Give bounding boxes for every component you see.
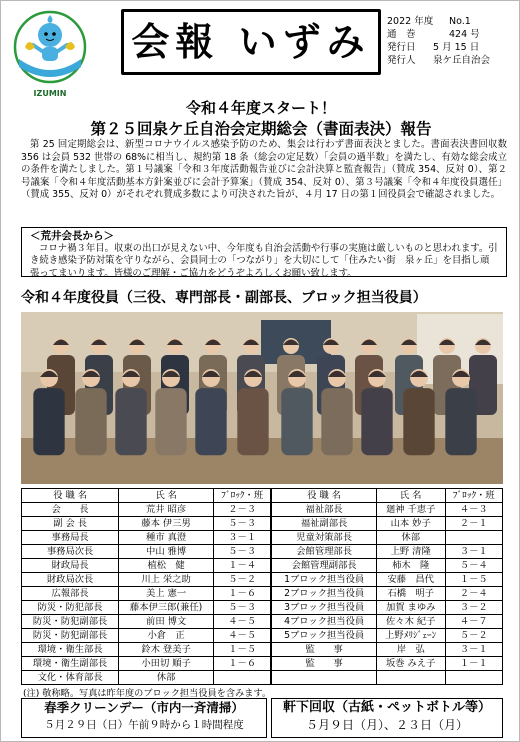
roster-row bbox=[22, 629, 503, 643]
general-meeting-report: 第 25 回定期総会は、新型コロナウイルス感染予防のため、集会は行わず書面表決とました。書面表決書回収数 356 は会員 532 世帯の 68%に相当し、規約第 18 条（総会の定足数）「会員の過半数」を満たし、有効な総会成立の条件を満たしました。第１号議案「令和３年度活動報告並びに会計決算と監査報告」（賛成 354、反対 0）、第２号議案「令和４年度活動基本方針案並びに会計予算案」（賛成 354、反対 0）、第３号議案「令和４年度役員選任」（賛成 355、反対 0）がそれぞれ賛成多数により可決された旨が、４月 17 日の第１回役員会で確認されました。 bbox=[21, 139, 507, 201]
roster-cell-role-right: 5ブロック担当役員 bbox=[271, 629, 376, 643]
roster-row bbox=[22, 615, 503, 629]
roster-body bbox=[22, 503, 503, 685]
meta-no: No.1 bbox=[449, 16, 471, 27]
roster-cell-block-left: １－６ bbox=[213, 657, 271, 671]
roster-cell-name-left: 藤本 伊三男 bbox=[119, 517, 214, 531]
roster-cell-name-left: 美上 憲一 bbox=[119, 587, 214, 601]
photo-person-body bbox=[155, 388, 186, 455]
logo-caption: IZUMIN bbox=[33, 89, 67, 98]
roster-cell-block-right bbox=[445, 671, 502, 685]
roster-cell-role-left: 事務局長 bbox=[22, 531, 119, 545]
roster-cell-block-right: ２－４ bbox=[445, 587, 502, 601]
roster-row bbox=[22, 517, 503, 531]
photo-person-body bbox=[361, 388, 392, 455]
roster-cell-name-left: 種市 真澄 bbox=[119, 531, 214, 545]
header-block-right: ﾌﾞﾛｯｸ・班 bbox=[445, 489, 502, 503]
roster-cell-role-left: 広報部長 bbox=[22, 587, 119, 601]
roster-cell-name-left: 小倉 正 bbox=[119, 629, 214, 643]
roster-cell-block-right: ４－７ bbox=[445, 615, 502, 629]
roster-row bbox=[22, 545, 503, 559]
photo-person-body bbox=[403, 388, 434, 455]
photo-person-body bbox=[445, 388, 476, 455]
photo-person-body bbox=[237, 388, 268, 455]
photo-person-body bbox=[115, 388, 146, 455]
roster-cell-role-left: 文化・体育部長 bbox=[22, 671, 119, 685]
roster-cell-role-right: 1ブロック担当役員 bbox=[271, 573, 376, 587]
roster-cell-name-left: 川上 栄之助 bbox=[119, 573, 214, 587]
roster-cell-name-left: 前田 博文 bbox=[119, 615, 214, 629]
photo-person-body bbox=[33, 388, 64, 455]
roster-cell-block-right: ４－３ bbox=[445, 503, 502, 517]
roster-cell-name-left: 植松 健 bbox=[119, 559, 214, 573]
roster-cell-name-left: 鈴木 登美子 bbox=[119, 643, 214, 657]
header-role-right: 役 職 名 bbox=[271, 489, 376, 503]
roster-cell-role-right: 監 事 bbox=[271, 643, 376, 657]
roster-cell-block-right: ２－１ bbox=[445, 517, 502, 531]
roster-cell-name-right: 上野 清隆 bbox=[376, 545, 445, 559]
chair-message-box bbox=[21, 227, 507, 277]
roster-row bbox=[22, 559, 503, 573]
roster-row bbox=[22, 657, 503, 671]
chair-message-text: コロナ禍３年目。収束の出口が見えない中、今年度も自治会活動や行事の実施は厳しいものと思われます。引き続き感染予防対策を守りながら、会員同士の「つながり」を大切にして「住みたい街 泉ヶ丘」を目指し頑張ってまいります。皆様のご理解・ご協力をどうぞよろしくお願い致します。 bbox=[30, 243, 498, 279]
roster-cell-block-left bbox=[213, 671, 271, 685]
header-name-right: 氏 名 bbox=[376, 489, 445, 503]
photo-person-body bbox=[75, 388, 106, 455]
photo-person-body bbox=[195, 388, 226, 455]
roster-cell-role-left: 防災・防犯部長 bbox=[22, 601, 119, 615]
roster-cell-role-right: 児童対策部長 bbox=[271, 531, 376, 545]
roster-cell-role-left: 財政局長 bbox=[22, 559, 119, 573]
roster-cell-block-left: ４－５ bbox=[213, 615, 271, 629]
roster-cell-name-right: 上野ﾒﾘｼﾞｪｰﾝ bbox=[376, 629, 445, 643]
roster-cell-name-right: 石橋 明子 bbox=[376, 587, 445, 601]
roster-cell-role-left: 副 会 長 bbox=[22, 517, 119, 531]
spring-cleanup-date: ５月２９日（日）午前９時から１時間程度 bbox=[44, 719, 244, 731]
roster-cell-name-right: 加賀 まゆみ bbox=[376, 601, 445, 615]
issue-meta bbox=[387, 15, 490, 67]
meta-date-label: 発行日 bbox=[387, 42, 416, 53]
roster-cell-block-right: ３－１ bbox=[445, 545, 502, 559]
roster-cell-name-right: 岸 弘 bbox=[376, 643, 445, 657]
roster-cell-block-right: ５－２ bbox=[445, 629, 502, 643]
roster-cell-role-left: 会 長 bbox=[22, 503, 119, 517]
roster-cell-block-right: ３－１ bbox=[445, 643, 502, 657]
roster-cell-name-right: 坂巻 みえ子 bbox=[376, 657, 445, 671]
roster-cell-name-right bbox=[376, 671, 445, 685]
roster-cell-block-left: ５－２ bbox=[213, 573, 271, 587]
header-block-left: ﾌﾞﾛｯｸ・班 bbox=[213, 489, 271, 503]
roster-cell-name-right: 柿木 隆 bbox=[376, 559, 445, 573]
roster-cell-role-left: 防災・防犯副部長 bbox=[22, 615, 119, 629]
roster-cell-role-right: 4ブロック担当役員 bbox=[271, 615, 376, 629]
headline-start: 令和４年度スタート！ bbox=[185, 99, 336, 117]
spring-cleanup-box bbox=[21, 698, 267, 738]
roster-row bbox=[22, 671, 503, 685]
roster-cell-role-right: 2ブロック担当役員 bbox=[271, 587, 376, 601]
roster-cell-name-right: 廻神 千恵子 bbox=[376, 503, 445, 517]
roster-cell-role-right bbox=[271, 671, 376, 685]
chair-message-title: ＜荒井会長から＞ bbox=[30, 230, 114, 242]
officers-section-title: 令和４年度役員（三役、専門部長・副部長、ブロック担当役員） bbox=[21, 290, 427, 306]
roster-cell-name-left: 藤本伊三郎(兼任) bbox=[119, 601, 214, 615]
roster-cell-block-left: １－５ bbox=[213, 643, 271, 657]
meta-vol: 424 号 bbox=[449, 29, 480, 40]
roster-cell-block-left: ５－３ bbox=[213, 601, 271, 615]
roster-cell-role-left: 防災・防犯副部長 bbox=[22, 629, 119, 643]
spring-cleanup-title: 春季クリーンデー（市内一斉清掃） bbox=[44, 700, 244, 715]
photo-person-body bbox=[281, 388, 312, 455]
roster-cell-role-right: 3ブロック担当役員 bbox=[271, 601, 376, 615]
roster-cell-block-left: ４－５ bbox=[213, 629, 271, 643]
officers-group-photo bbox=[21, 312, 503, 484]
roster-cell-name-left: 荒井 昭彦 bbox=[119, 503, 214, 517]
meta-vol-label: 通 巻 bbox=[387, 29, 416, 40]
roster-cell-name-right: 休部 bbox=[376, 531, 445, 545]
recycling-collection-title: 軒下回収（古紙・ペットボトル等） bbox=[282, 700, 491, 715]
roster-cell-name-right: 安藤 昌代 bbox=[376, 573, 445, 587]
meta-year: 2022 年度 bbox=[387, 16, 434, 27]
meta-publisher-label: 発行人 bbox=[387, 55, 416, 66]
roster-cell-name-left: 休部 bbox=[119, 671, 214, 685]
roster-header-row bbox=[22, 489, 503, 503]
roster-cell-role-right: 会館管理部長 bbox=[271, 545, 376, 559]
roster-cell-name-left: 中山 雅博 bbox=[119, 545, 214, 559]
roster-cell-name-right: 佐々木 紀子 bbox=[376, 615, 445, 629]
photo-person-body bbox=[321, 388, 352, 455]
roster-cell-block-right: １－５ bbox=[445, 573, 502, 587]
roster-row bbox=[22, 531, 503, 545]
roster-row bbox=[22, 601, 503, 615]
meta-publisher: 泉ケ丘自治会 bbox=[433, 55, 491, 66]
roster-cell-block-left: ３－１ bbox=[213, 531, 271, 545]
roster-cell-role-left: 環境・衛生部長 bbox=[22, 643, 119, 657]
roster-row bbox=[22, 643, 503, 657]
masthead-title: 会報 いずみ bbox=[131, 20, 371, 64]
roster-cell-block-left: １－４ bbox=[213, 559, 271, 573]
roster-cell-block-right: ５－４ bbox=[445, 559, 502, 573]
roster-cell-name-left: 小田切 順子 bbox=[119, 657, 214, 671]
header-role-left: 役 職 名 bbox=[22, 489, 119, 503]
photo-note: (注) 敬称略。写真は昨年度のブロック担当役員を含みます。 bbox=[23, 688, 272, 699]
headline-report: 第２５回泉ケ丘自治会定期総会（書面表決）報告 bbox=[90, 120, 432, 138]
roster-row bbox=[22, 503, 503, 517]
recycling-collection-box bbox=[271, 698, 503, 738]
roster-cell-block-left: ５－３ bbox=[213, 545, 271, 559]
izumin-logo bbox=[11, 7, 89, 103]
meta-date: 5 月 15 日 bbox=[433, 42, 480, 53]
roster-cell-block-left: ５－３ bbox=[213, 517, 271, 531]
group-photo-image bbox=[21, 312, 503, 484]
roster-row bbox=[22, 573, 503, 587]
roster-row bbox=[22, 587, 503, 601]
roster-cell-block-right: ３－２ bbox=[445, 601, 502, 615]
roster-cell-role-left: 財政局次長 bbox=[22, 573, 119, 587]
roster-cell-block-right bbox=[445, 531, 502, 545]
roster-cell-block-right: １－１ bbox=[445, 657, 502, 671]
roster-cell-name-right: 山本 妙子 bbox=[376, 517, 445, 531]
roster-cell-block-left: ２－３ bbox=[213, 503, 271, 517]
roster-cell-role-right: 福祉副部長 bbox=[271, 517, 376, 531]
officers-roster-table bbox=[21, 488, 503, 685]
roster-cell-role-left: 環境・衛生副部長 bbox=[22, 657, 119, 671]
masthead-title-box bbox=[121, 9, 381, 75]
roster-cell-role-left: 事務局次長 bbox=[22, 545, 119, 559]
roster-cell-role-right: 会館管理副部長 bbox=[271, 559, 376, 573]
roster-cell-role-right: 監 事 bbox=[271, 657, 376, 671]
roster-cell-block-left: １－６ bbox=[213, 587, 271, 601]
header-name-left: 氏 名 bbox=[119, 489, 214, 503]
roster-cell-role-right: 福祉部長 bbox=[271, 503, 376, 517]
recycling-collection-dates: ５月９日（月）、２３日（月） bbox=[305, 718, 468, 732]
